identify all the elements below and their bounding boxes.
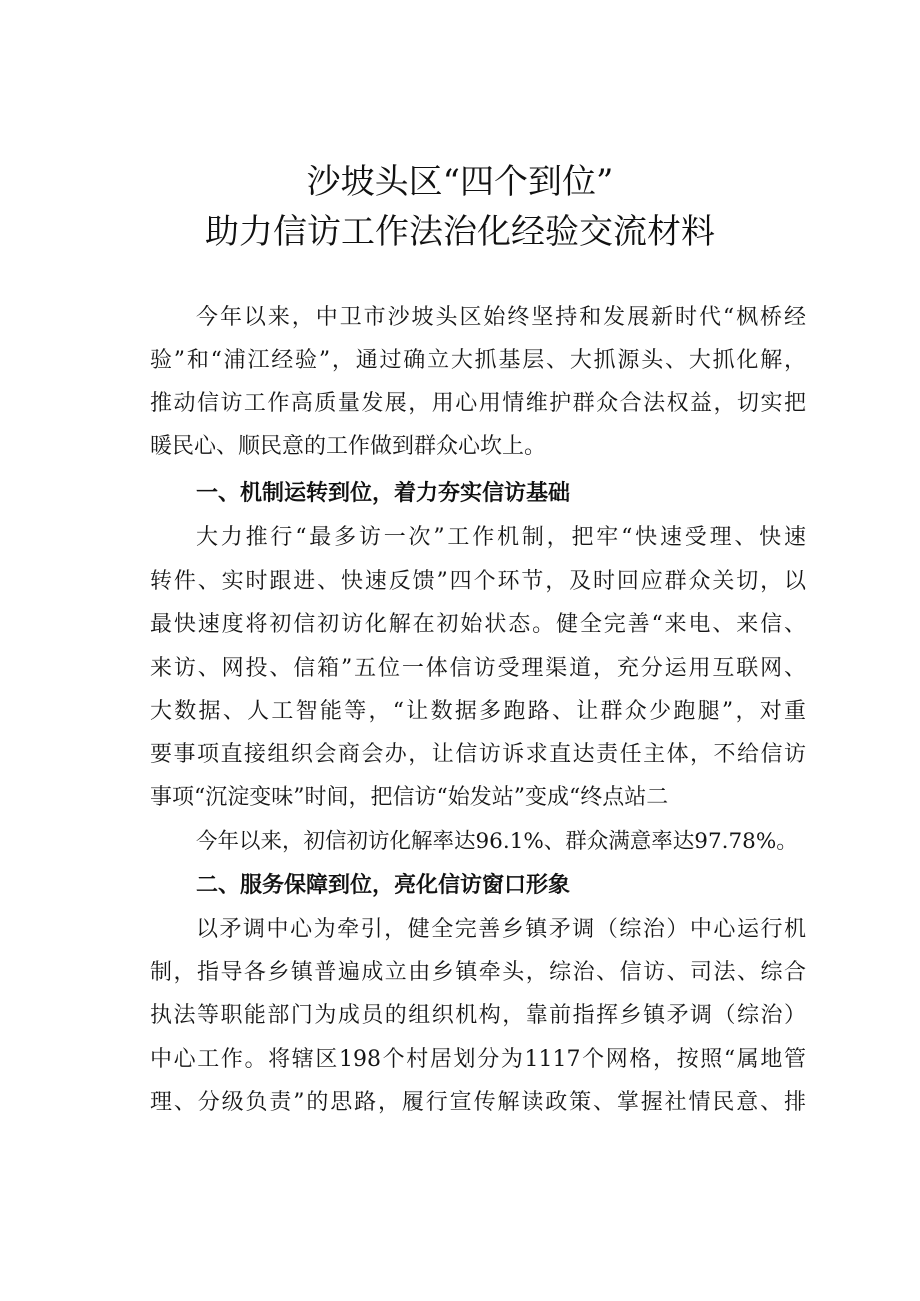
section-1-line-6: 要事项直接组织会商会办，让信访诉求直达责任主体，不给信访 — [150, 742, 806, 767]
section-2-line-3: 执法等职能部门为成员的组织机构，靠前指挥乡镇矛调（综治） — [150, 1003, 806, 1028]
section-1-heading: 一、机制运转到位，着力夯实信访基础 — [196, 481, 571, 506]
section-2-line-5: 理、分级负责”的思路，履行宣传解读政策、掌握社情民意、排 — [150, 1090, 806, 1115]
section-2-heading: 二、服务保障到位，亮化信访窗口形象 — [196, 873, 571, 898]
section-1-line-7: 事项“沉淀变味”时间，把信访“始发站”变成“终点站二 — [150, 785, 669, 810]
section-2-line-4: 中心工作。将辖区198个村居划分为1117个网格，按照“属地管 — [150, 1047, 806, 1072]
section-1-line-8: 今年以来，初信初访化解率达96.1%、群众满意率达97.78%。 — [196, 829, 798, 854]
document-title-line-1: 沙坡头区“四个到位” — [306, 162, 614, 202]
section-1-line-4: 来访、网投、信箱”五位一体信访受理渠道，充分运用互联网、 — [150, 656, 806, 681]
section-1-line-5: 大数据、人工智能等，“让数据多跑路、让群众少跑腿”，对重 — [150, 699, 806, 724]
section-1-line-3: 最快速度将初信初访化解在初始状态。健全完善“来电、来信、 — [150, 612, 806, 637]
document-title-line-2: 助力信访工作法治化经验交流材料 — [205, 212, 715, 252]
section-1-line-1: 大力推行“最多访一次”工作机制，把牢“快速受理、快速 — [196, 525, 806, 550]
intro-line-3: 推动信访工作高质量发展，用心用情维护群众合法权益，切实把 — [150, 391, 806, 416]
section-1-line-2: 转件、实时跟进、快速反馈”四个环节，及时回应群众关切，以 — [150, 569, 806, 594]
intro-line-4: 暖民心、顺民意的工作做到群众心坎上。 — [150, 434, 547, 459]
intro-line-1: 今年以来，中卫市沙坡头区始终坚持和发展新时代“枫桥经 — [196, 305, 806, 330]
intro-line-2: 验”和“浦江经验”，通过确立大抓基层、大抓源头、大抓化解， — [150, 348, 806, 373]
section-2-line-1: 以矛调中心为牵引，健全完善乡镇矛调（综治）中心运行机 — [196, 917, 806, 942]
section-2-line-2: 制，指导各乡镇普遍成立由乡镇牵头，综治、信访、司法、综合 — [150, 960, 806, 985]
